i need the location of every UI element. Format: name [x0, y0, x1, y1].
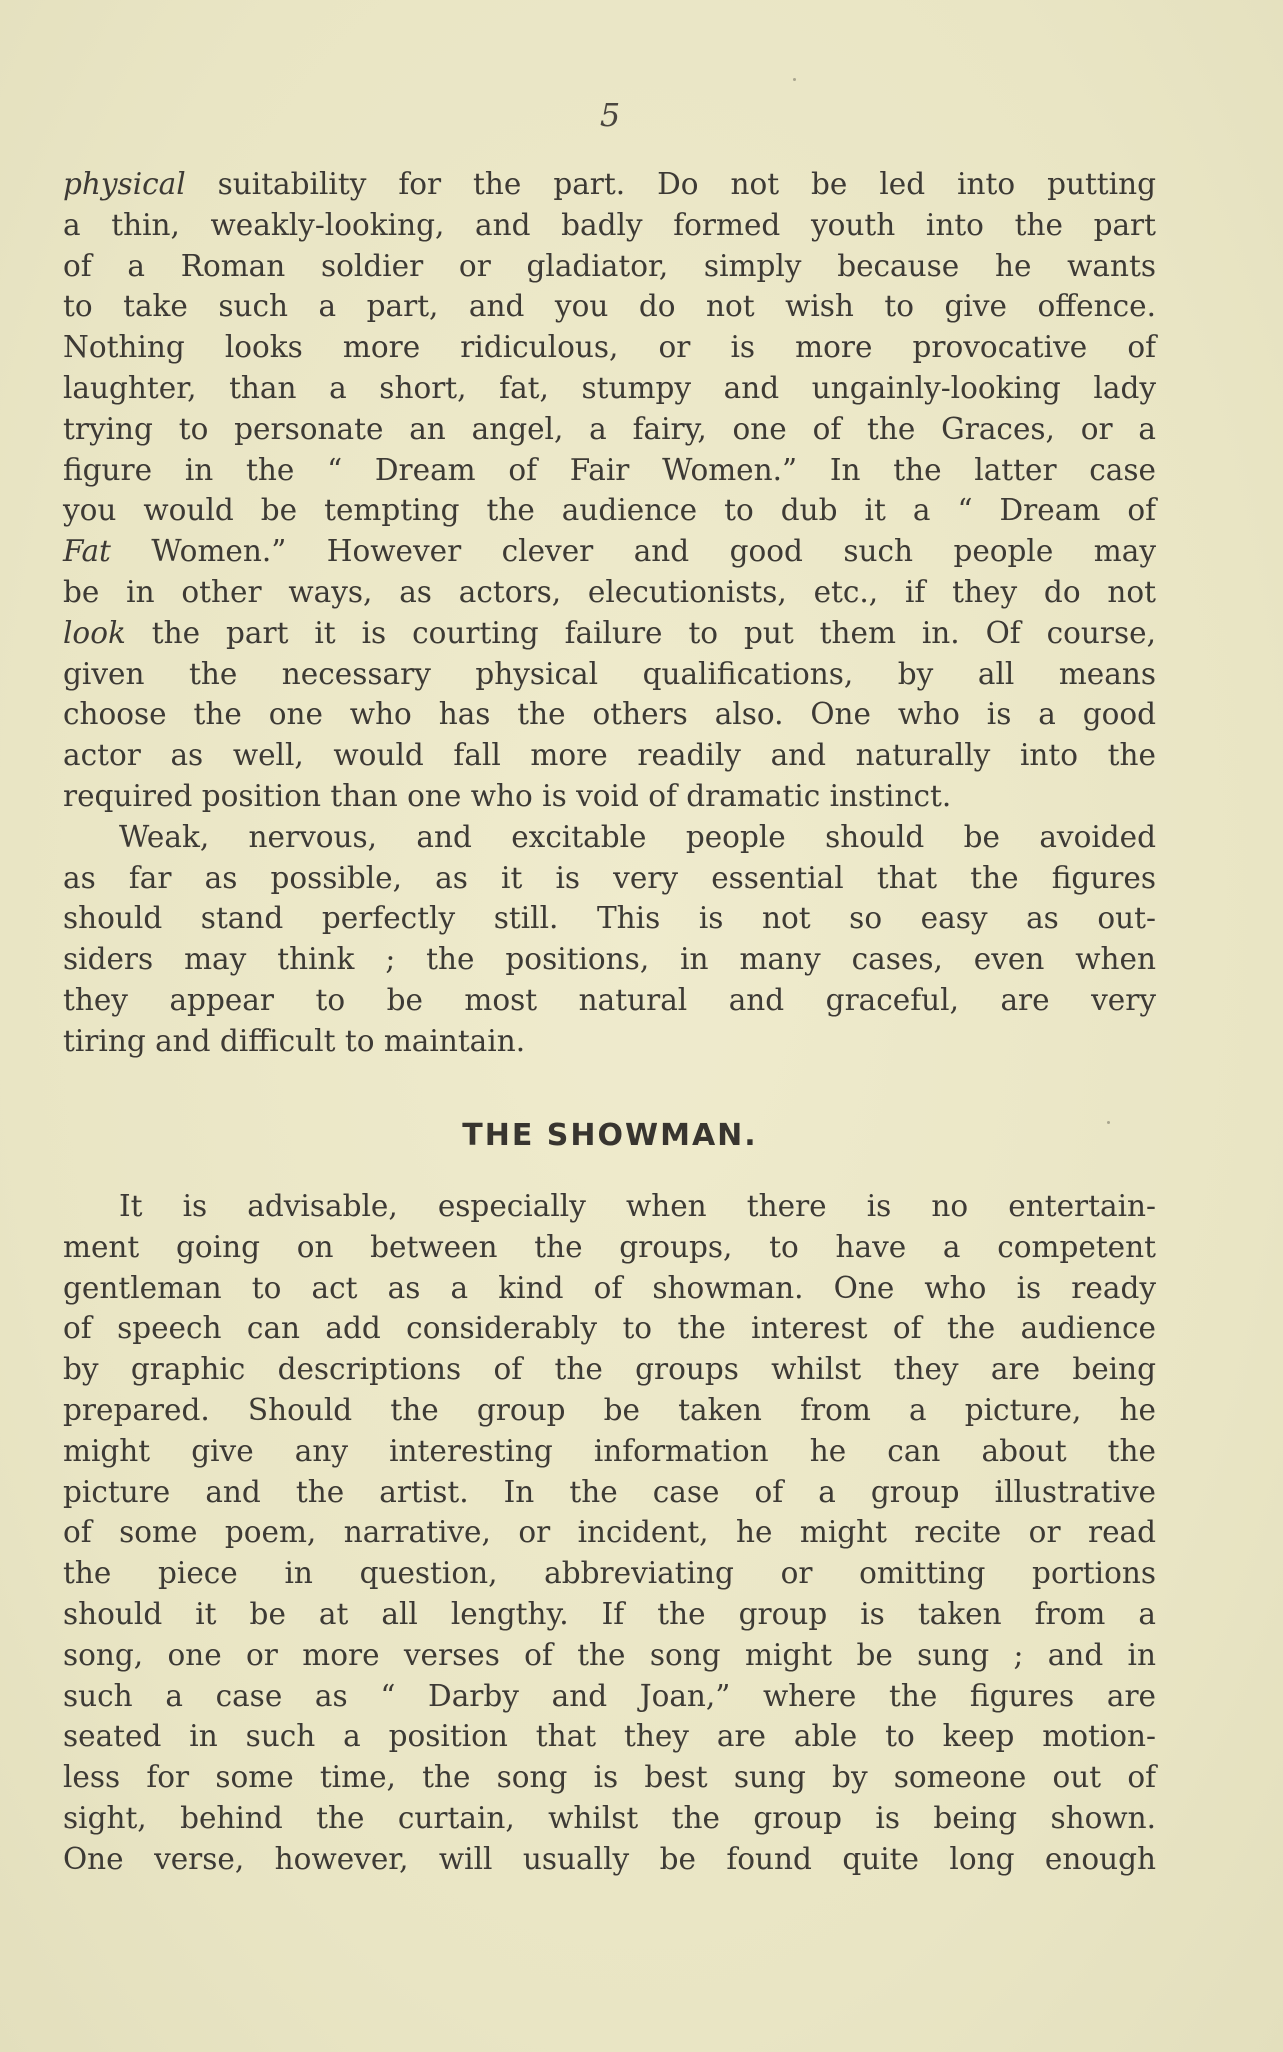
section-heading: THE SHOWMAN.: [462, 1118, 758, 1153]
text-line: ment going on between the groups, to have a competent: [63, 1229, 1156, 1264]
text-line: required position than one who is void of dramatic instinct.: [63, 778, 952, 813]
paragraph-casting: [63, 164, 1156, 1062]
text-line: prepared. Should the group be taken from a picture, he: [63, 1392, 1156, 1427]
text-line: Fat Women.” However clever and good such people may: [63, 534, 1156, 569]
text-line: should stand perfectly still. This is not so easy as out-: [63, 901, 1156, 936]
page-number: 5: [599, 96, 621, 134]
text-line: trying to personate an angel, a fairy, one of the Graces, or a: [63, 411, 1156, 446]
paper-speck: [793, 78, 796, 81]
text-line: physical suitability for the part. Do not be led into putting: [63, 167, 1156, 201]
text-line: choose the one who has the others also. One who is a good: [63, 697, 1156, 732]
text-line: siders may think ; the positions, in many cases, even when: [63, 942, 1156, 977]
text-line: laughter, than a short, fat, stumpy and ungainly-looking lady: [63, 370, 1156, 405]
text-line: of some poem, narrative, or incident, he might recite or read: [63, 1515, 1156, 1550]
text-line: the piece in question, abbreviating or omitting portions: [63, 1556, 1156, 1591]
paragraph-showman: [63, 1186, 1156, 1880]
text-line: such a case as “ Darby and Joan,” where the figures are: [63, 1678, 1156, 1713]
text-line: should it be at all lengthy. If the group is taken from a: [63, 1596, 1156, 1631]
text-line: a thin, weakly-looking, and badly formed youth into the part: [63, 207, 1156, 242]
text-line: Weak, nervous, and excitable people should be avoided: [119, 819, 1156, 854]
text-line: picture and the artist. In the case of a group illustrative: [63, 1474, 1156, 1509]
text-line: be in other ways, as actors, elecutionists, etc., if they do not: [63, 574, 1156, 609]
paper-speck: [1107, 1121, 1110, 1124]
text-line: Nothing looks more ridiculous, or is more provocative of: [63, 330, 1156, 365]
text-line: as far as possible, as it is very essential that the figures: [63, 860, 1156, 895]
text-line: of a Roman soldier or gladiator, simply because he wants: [63, 248, 1156, 283]
text-line: tiring and difficult to maintain.: [63, 1023, 526, 1058]
text-line: song, one or more verses of the song might be sung ; and in: [63, 1637, 1156, 1672]
text-line: actor as well, would fall more readily and naturally into the: [63, 738, 1156, 773]
text-line: given the necessary physical qualifications, by all means: [63, 656, 1156, 691]
text-line: might give any interesting information he can about the: [63, 1433, 1156, 1468]
text-line: they appear to be most natural and graceful, are very: [63, 982, 1156, 1017]
text-line: you would be tempting the audience to dub it a “ Dream of: [63, 493, 1156, 528]
text-line: sight, behind the curtain, whilst the group is being shown.: [63, 1800, 1156, 1835]
text-line: seated in such a position that they are able to keep motion-: [63, 1719, 1156, 1754]
text-line: One verse, however, will usually be found quite long enough: [63, 1841, 1156, 1876]
text-line: to take such a part, and you do not wish to give offence.: [63, 289, 1156, 324]
text-line: less for some time, the song is best sung by someone out of: [63, 1760, 1156, 1795]
text-line: of speech can add considerably to the interest of the audience: [63, 1311, 1156, 1346]
text-line: by graphic descriptions of the groups whilst they are being: [63, 1352, 1156, 1387]
text-line: It is advisable, especially when there is no entertain-: [119, 1189, 1156, 1223]
text-line: figure in the “ Dream of Fair Women.” In the latter case: [63, 452, 1156, 487]
text-line: gentleman to act as a kind of showman. One who is ready: [63, 1270, 1156, 1305]
text-line: look the part it is courting failure to put them in. Of course,: [63, 615, 1156, 650]
